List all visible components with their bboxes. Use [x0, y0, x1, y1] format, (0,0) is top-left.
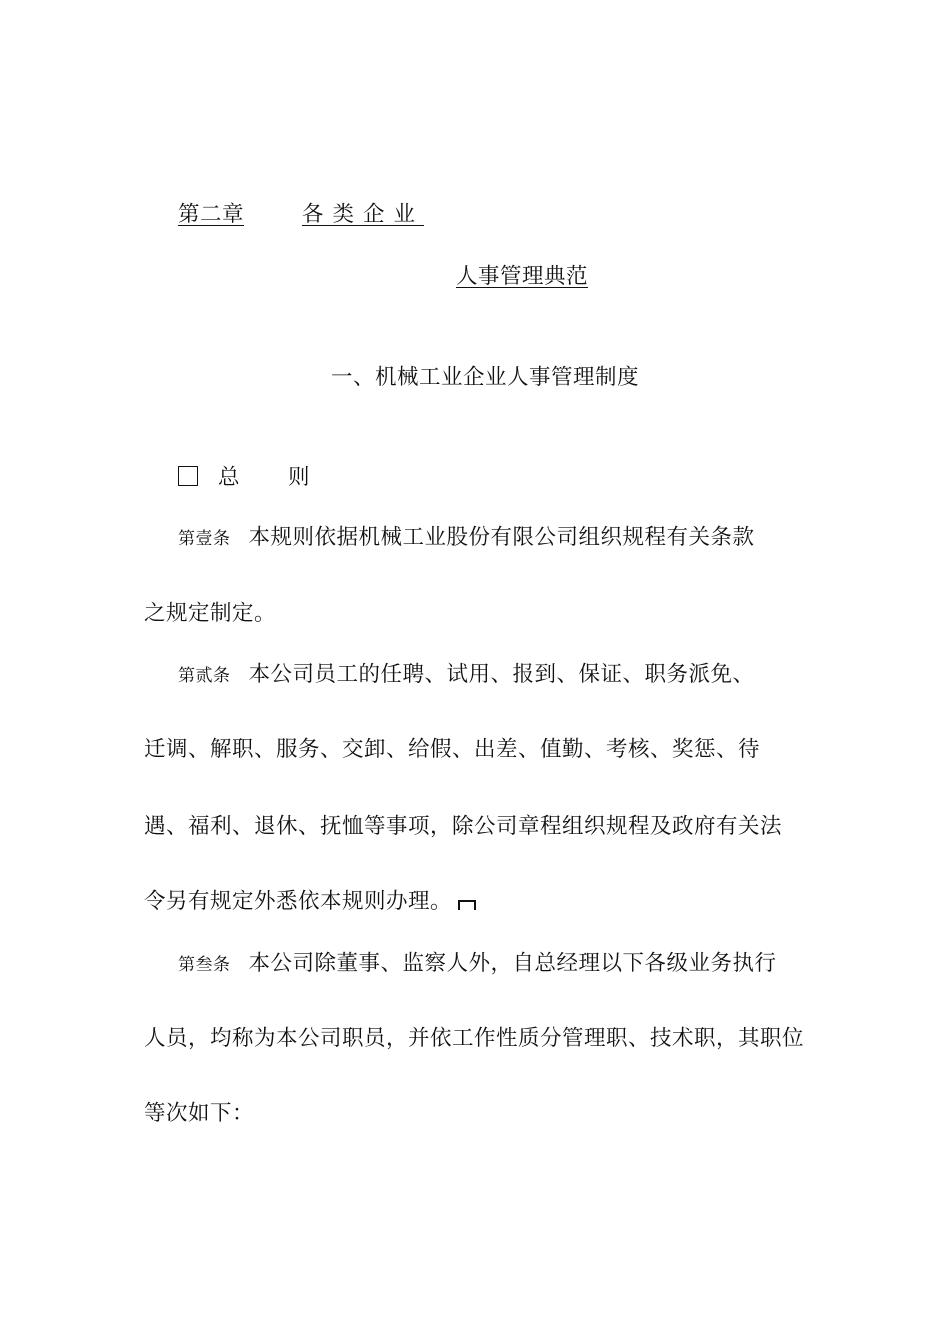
chapter-heading [178, 200, 424, 230]
article-3-line-2: 人员，均称为本公司职员，并依工作性质分管理职、技术职，其职位 [144, 1026, 805, 1051]
article-2-line-1 [178, 660, 755, 691]
article-2-text-1: 本公司员工的任聘、试用、报到、保证、职务派免、 [248, 662, 755, 687]
general-heading [178, 463, 310, 493]
article-2-line-3: 遇、福利、退休、抚恤等事项，除公司章程组织规程及政府有关法 [144, 814, 783, 839]
section-title: 一、机械工业企业人事管理制度 [331, 365, 640, 390]
article-2-text-4: 令另有规定外悉依本规则办理。 [144, 889, 453, 914]
bracket-mark-icon [458, 900, 476, 910]
article-2-label: 第贰条 [178, 666, 231, 686]
article-1-line-2: 之规定制定。 [144, 601, 277, 626]
article-3-text-1: 本公司除董事、监察人外，自总经理以下各级业务执行 [248, 951, 777, 976]
chapter-subtitle: 人事管理典范 [456, 264, 589, 289]
article-3-line-3: 等次如下： [144, 1101, 255, 1126]
article-2-line-2: 迁调、解职、服务、交卸、给假、出差、值勤、考核、奖惩、待 [144, 737, 761, 762]
article-1-label: 第壹条 [178, 529, 231, 549]
article-1-line-1 [178, 523, 755, 554]
checkbox-icon [178, 466, 198, 486]
chapter-number: 第二章 [178, 202, 245, 227]
chapter-title-part1: 各类企业 [302, 202, 425, 227]
article-1-text-1: 本规则依据机械工业股份有限公司组织规程有关条款 [248, 525, 755, 550]
heading-label-b: 则 [288, 465, 311, 490]
heading-label-a: 总 [218, 465, 241, 490]
article-3-line-1 [178, 949, 777, 980]
article-2-line-4 [144, 887, 476, 917]
article-3-label: 第叁条 [178, 955, 231, 975]
